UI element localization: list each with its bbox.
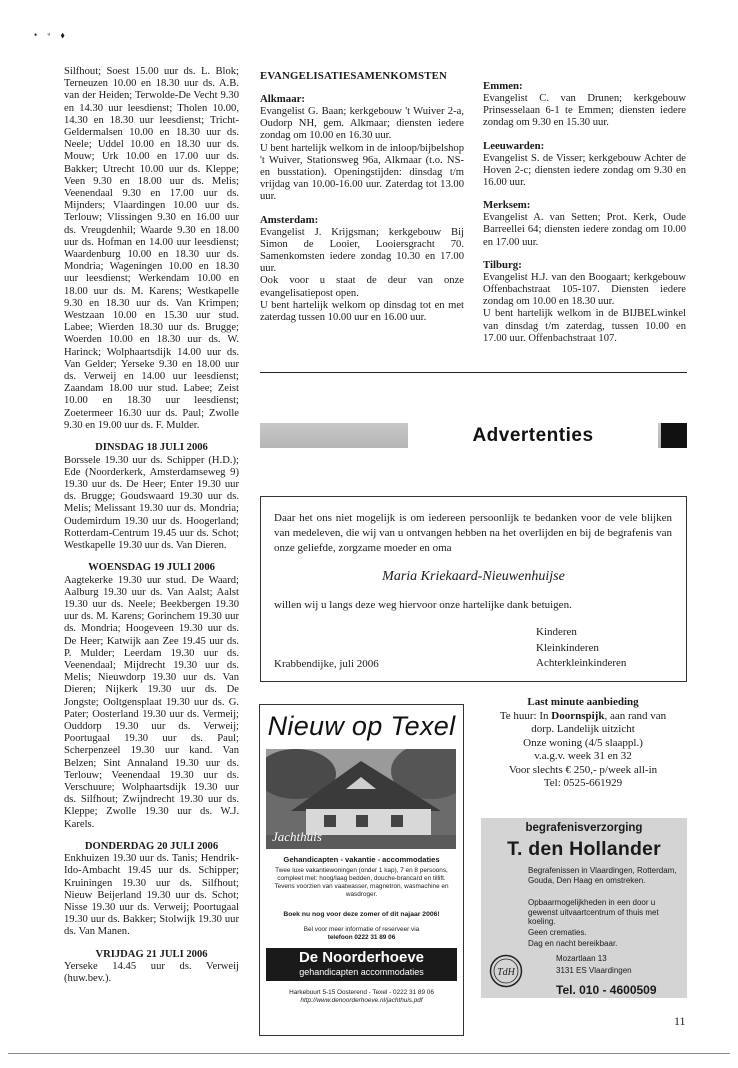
notice-place-date: Krabbendijke, juli 2006 (274, 658, 379, 670)
column-3 (483, 70, 686, 345)
city-heading: Alkmaar: (260, 93, 305, 105)
city-heading: Emmen: (483, 80, 523, 92)
city-heading: Merksem: (483, 199, 531, 212)
city-details: Evangelist J. Krijgsman; kerkgebouw Bij Simon de Looier, Looiersgracht 70. Samenkomsten iedere zondag 10.30 en 17.00 uur. (260, 226, 464, 275)
city-details: Evangelist C. van Drunen; kerkgebouw Prinsesselaan 6-1 te Emmen; diensten iedere zondag om 9.30 en 15.30 uur. (483, 93, 686, 129)
day-listing: Enkhuizen 19.30 uur ds. Tanis; Hendrik-Ido-Ambacht 19.45 uur ds. Schipper; Kruiningen 19.30 uur ds. Silfhout; Nieuw Beijerland 19.30 uur ds. Schot; Nisse 19.30 uur ds. Verweij; Poortugaal 19.30 uur ds. Bakker; Stolwijk 19.30 uur ds. Van Manen. (64, 853, 239, 938)
hollander-name: T. den Hollander (507, 838, 661, 860)
last-minute-line: Te huur: In Doornspijk, aan rand van (499, 709, 667, 722)
city-heading: Leeuwarden: (483, 139, 545, 152)
column-1 (64, 66, 239, 985)
city-details: Evangelist S. de Visser; kerkgebouw Achter de Hoven 2-c; diensten iedere zondag om 9.30 en 16.00 uur. (483, 152, 686, 189)
texel-address: Harkebuurt 5-15 Oosterend - Texel - 0222 31 89 06 (289, 989, 434, 996)
family-list: Kinderen Kleinkinderen Achterkleinkinderen (536, 626, 627, 669)
hollander-text-2: Opbaarmogelijkheden in een door u gewenst uitvaartcentrum of thuis met koeling. (528, 898, 659, 927)
last-minute-line: Voor slechts € 250,- p/week all-in (508, 763, 658, 776)
hollander-street: Mozartlaan 13 (556, 954, 607, 963)
city-details: U bent hartelijk welkom in de BIJBELwinkel van dinsdag t/m zaterdag, tussen 10.00 en 17.00 uur. Offenbachstraat 107. (483, 308, 686, 344)
texel-url: http://www.denoorderhoeve.nl/jachthuis.pdf (300, 997, 423, 1004)
hollander-text-4: Dag en nacht bereikbaar. (528, 939, 618, 948)
last-minute-line: v.a.g.v. week 31 en 32 (534, 750, 632, 762)
last-minute-phone: Tel: 0525-661929 (543, 777, 623, 789)
hollander-phone: Tel. 010 - 4600509 (556, 983, 657, 997)
city-heading: Amsterdam: (260, 213, 319, 226)
city-heading: Tilburg: (483, 258, 522, 271)
day-listing: Aagtekerke 19.30 uur stud. De Waard; Aalburg 19.30 uur ds. Van Aalst; Aalst 19.30 uur ds. Neele; Beekbergen 19.30 uur ds. M. Karens; Gorinchem 19.30 uur ds. Mondria; Hoogeveen 19.30 uur ds. De Heer; Katwijk aan Zee 19.45 uur ds. P. Mulder; Leerdam 19.30 uur ds. Veenendaal; Mijdrecht 19.30 uur ds. Melis; Nieuwdorp 19.30 uur ds. Van Dieren; Nijkerk 19.30 uur ds. De Jongste; Ooltgensplaat 19.30 uur ds. G. Pater; Oosterland 19.30 uur ds. Vermeij; Ouddorp 19.30 uur ds. Verweij; Poortugaal 19.30 uur ds. Paul; Scherpenzeel 19.30 uur kand. Van Belzen; Sint Annaland 19.30 uur ds. Terlouw; Veenendaal 19.30 uur ds. Verschuure; Wolphaartsdijk 19.30 uur ds. Silfhout; Zwijndrecht 19.30 uur ds. Kleppe; Zwolle 19.30 uur ds. W.J. Karels. (64, 574, 239, 830)
thank-you-notice (260, 496, 687, 682)
section-title: EVANGELISATIESAMENKOMSTEN (260, 70, 447, 82)
col3-entries (483, 80, 686, 345)
hollander-city: 3131 ES Vlaardingen (556, 966, 632, 975)
hollander-ad (481, 818, 687, 998)
city-details: U bent hartelijk welkom in de inloop/bijbelshop 't Wuiver, Stationsweg 96a, Alkmaar (t.o. NS- en busstation). Openingstijden: dinsdag t/m vrijdag van 10.00-16.00 uur. Zaterdag tot 13.00 uur. (260, 142, 464, 203)
city-details: Evangelist G. Baan; kerkgebouw 't Wuiver 2-a, Oudorp NH, gem. Alkmaar; diensten iedere zondag om 10.00 en 16.30 uur. (260, 106, 464, 142)
page-number: 11 (674, 1014, 686, 1028)
banner-label: Advertenties (408, 423, 658, 448)
texel-subtitle: Gehandicapten - vakantie - accommodaties (283, 855, 440, 864)
notice-intro: Daar het ons niet mogelijk is om iedereen persoonlijk te bedanken voor de vele blijken van medeleven, die wij van u ontvangen hebben na het overlijden en bij de begrafenis van onze geliefde, zorgzame moeder en oma (274, 512, 672, 554)
brand-name: De Noorderhoeve (298, 949, 425, 966)
brand-tagline: gehandicapten accommodaties (299, 967, 424, 977)
col1-top-paragraph: Silfhout; Soest 15.00 uur ds. L. Blok; Terneuzen 10.00 en 18.30 uur ds. A.B. van der Heiden; Terwolde-De Vecht 9.30 en 14.30 uur leesdienst; Tholen 10.00, 14.30 en 18.30 uur leesdienst; Tricht-Geldermalsen 10.00 en 18.30 uur ds. Neele; Uddel 10.00 en 18.30 uur ds. Mouw; Urk 10.00 en 17.00 uur ds. Bakker; Utrecht 10.00 uur ds. Kleppe; Veen 9.30 en 18.00 uur ds. Melis; Veenendaal 9.30 en 17.00 uur ds. Mijnders; Vlaardingen 10.00 uur ds. Terlouw; Vlissingen 9.30 en 16.00 uur ds. Vreugdenhil; Waarde 9.30 en 18.00 uur ds. Hofman en 14.00 uur leesdienst; Waardenburg 10.00 en 18.30 uur ds. Mondria; Wageningen 10.00 en 18.30 uur leesdienst; Werkendam 10.00 en 18.00 uur ds. M. Karens; Westkapelle 9.30 en 18.30 uur ds. Van Krimpen; Westzaan 10.00 en 15.30 uur stud. Labee; Wierden 18.30 uur ds. Brugge; Woerden 10.00 en 18.30 uur ds. W. Harinck; Wolphaartsdijk 14.00 uur ds. Van Gelder; Yerseke 9.30 en 18.00 uur ds. Verweij en 14.00 uur leesdienst; Zaandam 18.00 uur stud. Labee; Zeist 10.00 en 18.30 uur leesdienst; Zoetermeer 16.30 uur ds. Paul; Zwolle 9.30 en 19.00 uur ds. F. Mulder. (64, 66, 239, 431)
day-listing: Yerseke 14.45 uur ds. Verweij (huw.bev.). (64, 961, 239, 985)
last-minute-heading: Last minute aanbieding (527, 696, 639, 708)
city-details: U bent hartelijk welkom op dinsdag tot en met zaterdag tussen 10.00 uur en 16.00 uur. (260, 299, 464, 324)
deceased-name: Maria Kriekaard-Nieuwenhuijse (382, 569, 565, 584)
bottom-edge (8, 1053, 730, 1054)
texel-booking: Boek nu nog voor deze zomer of dit najaar 2006! (283, 911, 440, 918)
last-minute-line: Onze woning (4/5 slaappl.) (523, 736, 643, 749)
city-details: Ook voor u staat de deur van onze evangelisatiepost open. (260, 275, 464, 299)
city-details: Evangelist H.J. van den Boogaart; kerkgebouw Offenbachstraat 105-107. Diensten iedere zondag om 10.00 en 18.30 uur. (483, 271, 686, 308)
day-heading: WOENSDAG 19 JULI 2006 (88, 562, 215, 574)
texel-ad (259, 704, 464, 1036)
column-2 (260, 70, 464, 324)
texel-title: Nieuw op Texel (267, 711, 456, 741)
advertenties-banner (260, 423, 687, 448)
city-details: Evangelist A. van Setten; Prot. Kerk, Oude Barreellei 64; diensten iedere zondag om 10.00 en 17.00 uur. (483, 212, 686, 248)
day-listing: Borssele 19.30 uur ds. Schipper (H.D.); Ede (Noorderkerk, Amsterdamseweg 9) 19.30 uur ds. De Heer; Enter 19.30 uur ds. Brugge; Goudswaard 19.30 uur ds. Melis; Melissant 19.30 uur ds. Mondria; Oudemirdum 19.30 uur ds. Hoogerland; Rotterdam-Centrum 19.45 uur ds. Schot; Westkapelle 19.30 uur ds. Van Dieren. (64, 454, 239, 551)
day-heading: DONDERDAG 20 JULI 2006 (84, 840, 219, 852)
day-heading: DINSDAG 18 JULI 2006 (95, 442, 208, 454)
day-heading: VRIJDAG 21 JULI 2006 (95, 948, 208, 960)
notice-thanks: willen wij u langs deze weg hiervoor onze hartelijke dank betuigen. (274, 599, 572, 611)
svg-text:TdH: TdH (497, 967, 515, 978)
last-minute-line: dorp. Landelijk uitzicht (531, 723, 635, 735)
divider-rule (260, 372, 687, 373)
hollander-tagline: begrafenisverzorging (525, 822, 643, 834)
texel-info: Bel voor meer informatie of reserveer via telefoon 0222 31 89 06 (303, 926, 420, 941)
photo-caption: Jachthuis (272, 829, 322, 844)
hollander-text-1: Begrafenissen in Vlaardingen, Rotterdam, Gouda, Den Haag en omstreken. (528, 866, 677, 885)
house-photo (266, 749, 456, 849)
hollander-logo (489, 954, 523, 988)
day-listings (64, 442, 239, 985)
hollander-text-3: Geen crematies. (528, 928, 587, 937)
last-minute-ad (478, 696, 688, 791)
col2-entries (260, 93, 464, 324)
corner-marks: • ᵘ ⬧ (34, 30, 69, 40)
brand-block (266, 948, 457, 981)
texel-description: Twee luxe vakantiewoningen (onder 1 kap), 7 en 8 persoons, compleet met: hoog/laag bedden, douche-brancard en tillift. Tevens voorzien van vaatwasser, magnetron, wasmachine en wasdroger. (274, 867, 449, 898)
